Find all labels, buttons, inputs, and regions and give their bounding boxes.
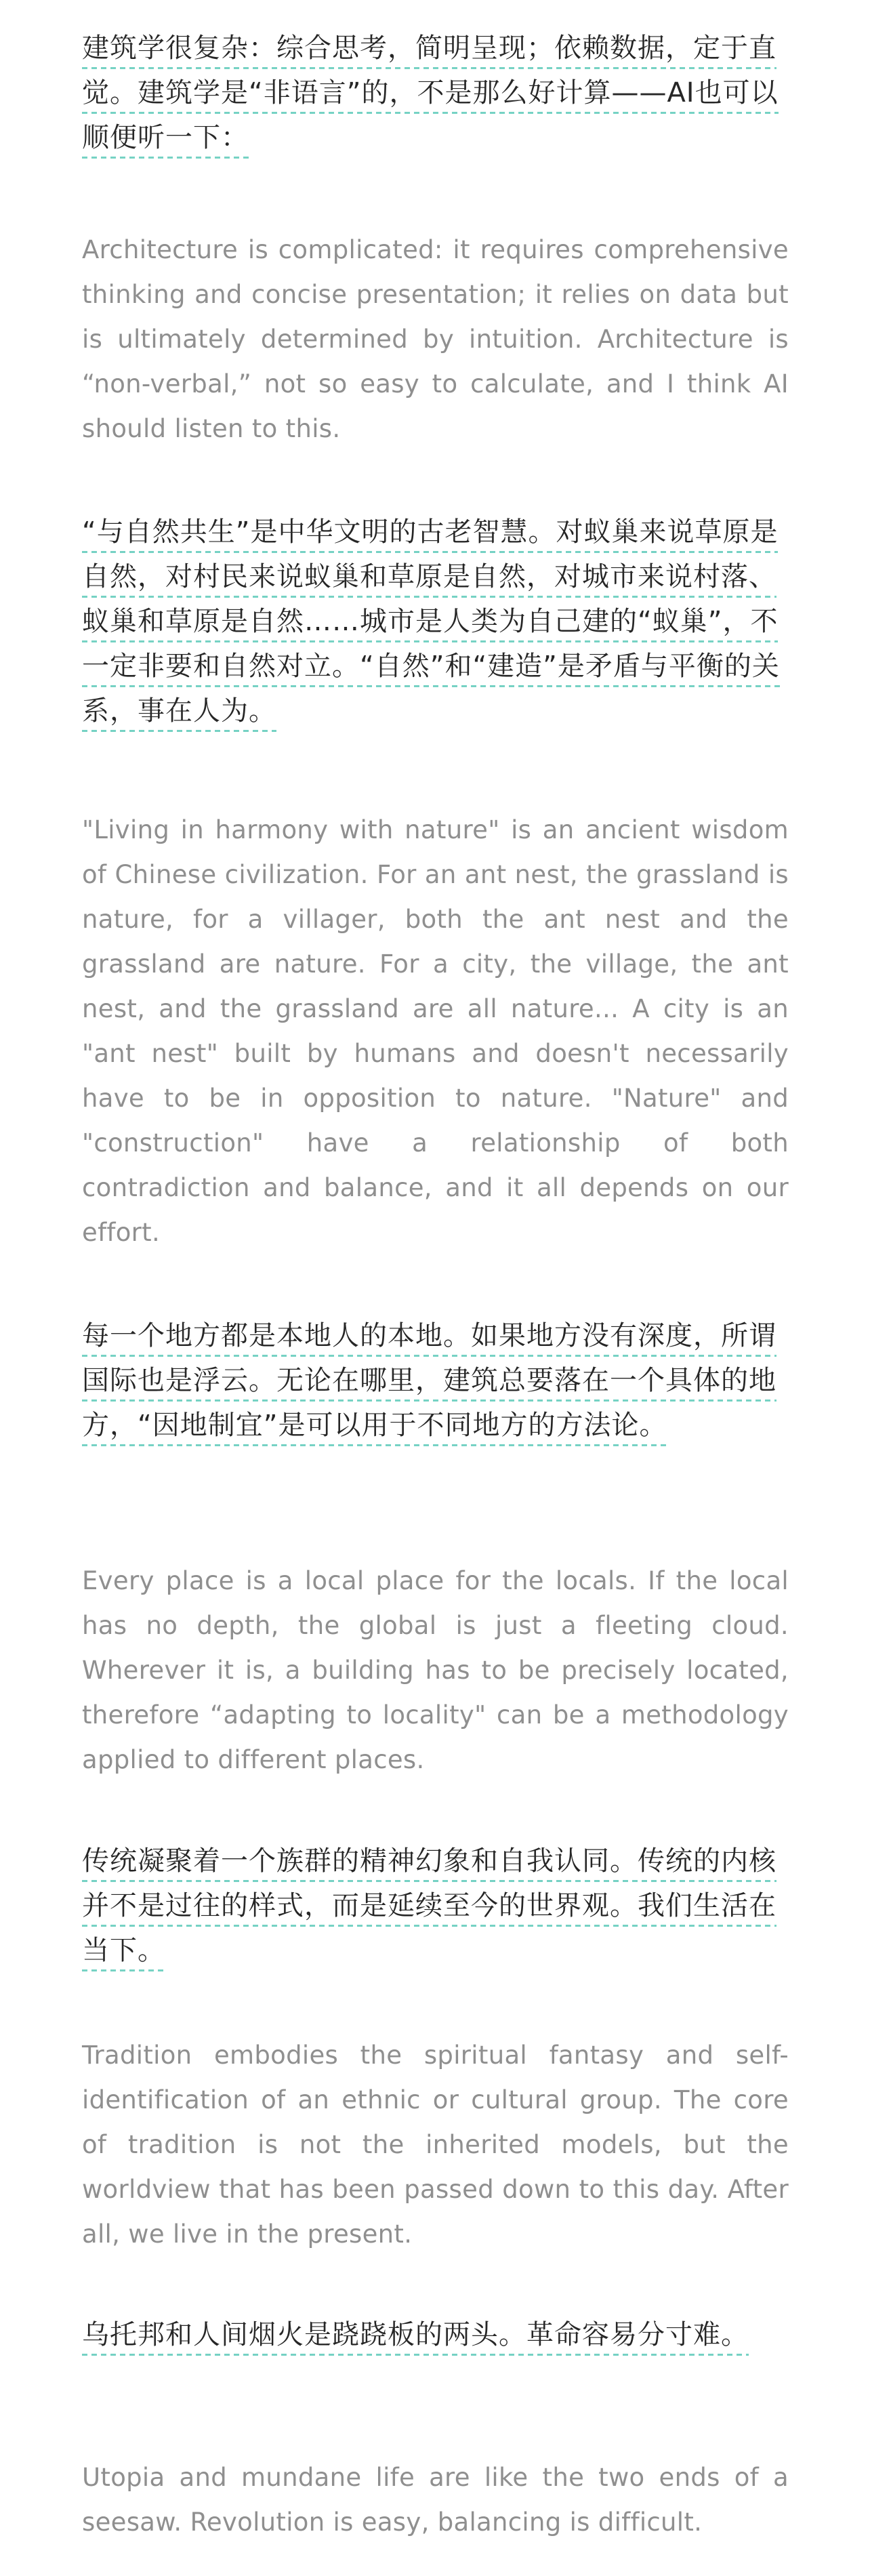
highlighted-text[interactable]: “与自然共生”是中华文明的古老智慧。对蚁巢来说草原是自然，对村民来说蚁巢和草原是自然，对城市来说村落、蚁巢和草原是自然……城市是人类为自己建的“蚁巢”，不一定非要和自然对立。“自然”和“建造”是矛盾与平衡的关系，事在人为。 [82, 516, 780, 732]
quote-en-2: "Living in harmony with nature" is an ancient wisdom of Chinese civilization. For an ant nest, the grassland is nature, for a villager, both the ant nest and the grassland are nature. For a city, the village, the ant nest, and the grassland are all nature... A city is an "ant nest" built by humans and doesn't necessarily have to be in opposition to nature. "Nature" and "construction" have a relationship of both contradiction and balance, and it all depends on our effort. [82, 815, 789, 1247]
highlighted-text[interactable]: 每一个地方都是本地人的本地。如果地方没有深度，所谓国际也是浮云。无论在哪里，建筑总要落在一个具体的地方，“因地制宜”是可以用于不同地方的方法论。 [82, 1320, 776, 1446]
quote-zh-5 [82, 2312, 789, 2357]
quote-zh-2 [82, 510, 789, 733]
quote-zh-4 [82, 1839, 789, 1973]
quote-en-4: Tradition embodies the spiritual fantasy and self-identification of an ethnic or cultural group. The core of tradition is not the inherited models, but the worldview that has been passed down to this day. After all, we live in the present. [82, 2041, 789, 2249]
highlighted-text[interactable]: 传统凝聚着一个族群的精神幻象和自我认同。传统的内核并不是过往的样式，而是延续至今的世界观。我们生活在当下。 [82, 1845, 776, 1971]
highlighted-text[interactable]: 乌托邦和人间烟火是跷跷板的两头。革命容易分寸难。 [82, 2319, 749, 2356]
quote-zh-1 [82, 26, 789, 160]
quote-en-3: Every place is a local place for the locals. If the local has no depth, the global is just a fleeting cloud. Wherever it is, a building has to be precisely located, therefore “adapting to locality" can be a methodology applied to different places. [82, 1566, 789, 1774]
quote-en-1: Architecture is complicated: it requires comprehensive thinking and concise presentation; it relies on data but is ultimately determined by intuition. Architecture is “non-verbal,” not so easy to calculate, and I think AI should listen to this. [82, 235, 789, 443]
quote-en-5: Utopia and mundane life are like the two ends of a seesaw. Revolution is easy, balancing is difficult. [82, 2463, 789, 2537]
quote-zh-3 [82, 1313, 789, 1448]
highlighted-text[interactable]: 建筑学很复杂：综合思考，简明呈现；依赖数据，定于直觉。建筑学是“非语言”的，不是那么好计算——AI也可以顺便听一下： [82, 33, 779, 159]
